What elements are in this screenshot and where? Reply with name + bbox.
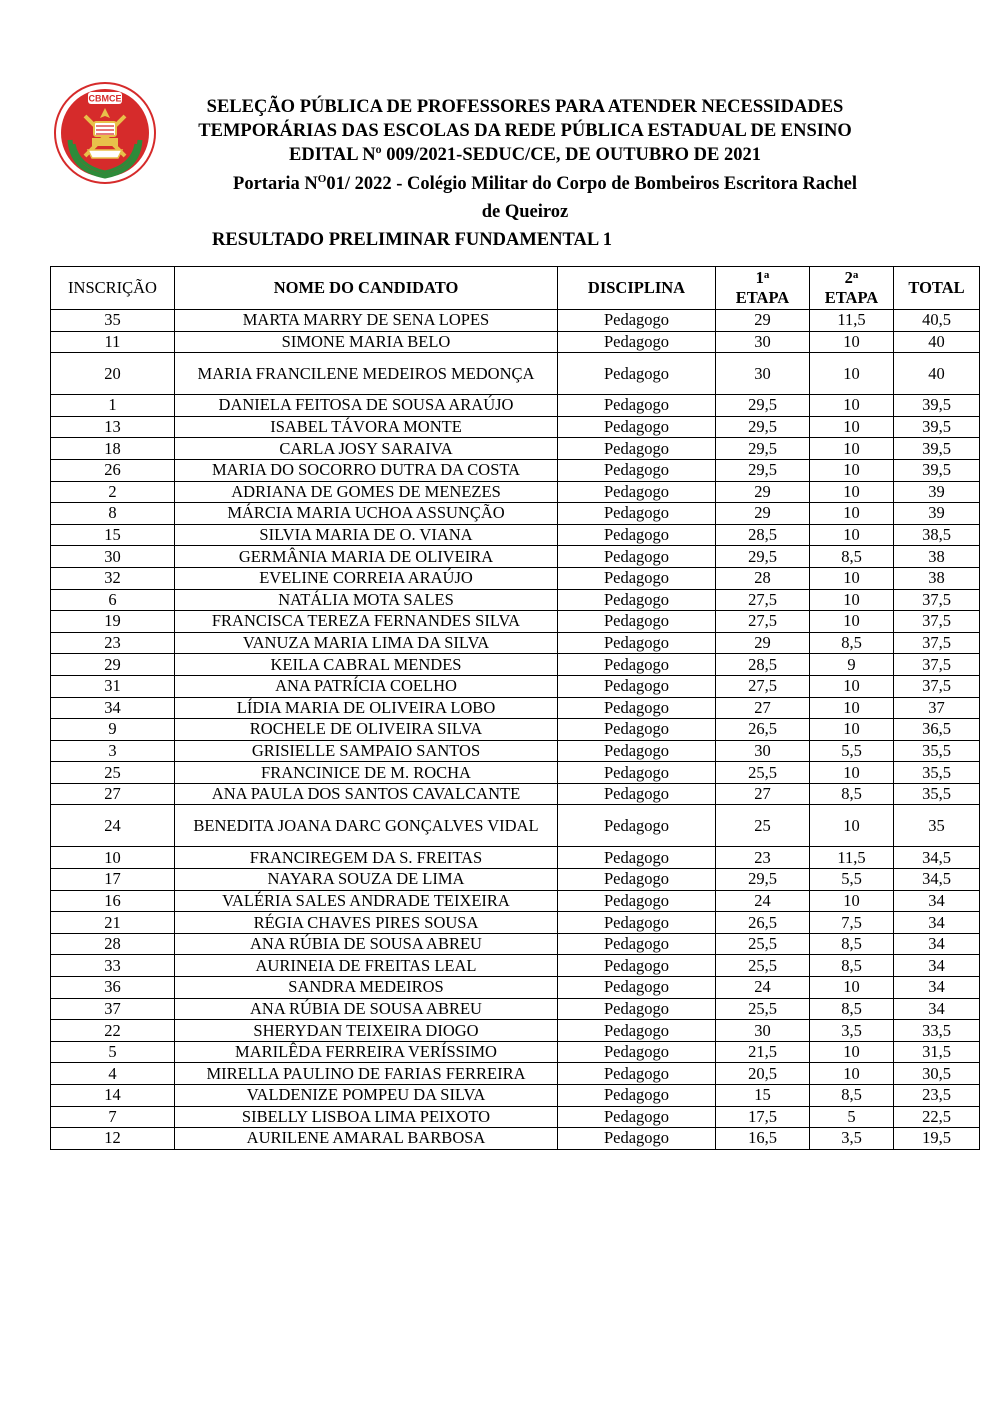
cell-nome: AURINEIA DE FREITAS LEAL: [175, 955, 558, 977]
cell-nome: NATÁLIA MOTA SALES: [175, 589, 558, 611]
cell-etapa-1: 25,5: [716, 933, 810, 955]
table-row: [51, 740, 980, 762]
cell-inscricao: 31: [51, 675, 175, 697]
cell-etapa-1: 29: [716, 310, 810, 332]
cell-total: 39,5: [894, 438, 980, 460]
cell-etapa-2: 10: [810, 567, 894, 589]
cell-nome: MÁRCIA MARIA UCHOA ASSUNÇÃO: [175, 503, 558, 525]
cell-etapa-1: 30: [716, 740, 810, 762]
cell-etapa-1: 17,5: [716, 1106, 810, 1128]
table-row: [51, 310, 980, 332]
etapa-2-label: ETAPA: [824, 288, 879, 307]
table-row: [51, 331, 980, 353]
table-row: [51, 524, 980, 546]
table-row: [51, 632, 980, 654]
cell-etapa-2: 10: [810, 524, 894, 546]
cell-inscricao: 30: [51, 546, 175, 568]
cell-inscricao: 29: [51, 654, 175, 676]
cell-inscricao: 19: [51, 611, 175, 633]
cell-inscricao: 22: [51, 1020, 175, 1042]
cell-nome: MIRELLA PAULINO DE FARIAS FERREIRA: [175, 1063, 558, 1085]
cell-inscricao: 6: [51, 589, 175, 611]
cell-etapa-2: 8,5: [810, 998, 894, 1020]
table-row: [51, 805, 980, 847]
portaria-superscript: O: [317, 173, 327, 185]
table-row: [51, 869, 980, 891]
cell-disciplina: Pedagogo: [558, 481, 716, 503]
cell-etapa-1: 21,5: [716, 1041, 810, 1063]
cell-nome: MARIA DO SOCORRO DUTRA DA COSTA: [175, 459, 558, 481]
cell-etapa-2: 5: [810, 1106, 894, 1128]
cell-inscricao: 8: [51, 503, 175, 525]
table-body: [51, 310, 980, 1150]
cell-disciplina: Pedagogo: [558, 353, 716, 395]
cell-nome: MARILÊDA FERREIRA VERÍSSIMO: [175, 1041, 558, 1063]
cell-etapa-1: 29,5: [716, 438, 810, 460]
cell-etapa-2: 8,5: [810, 955, 894, 977]
cell-total: 23,5: [894, 1085, 980, 1107]
cell-disciplina: Pedagogo: [558, 805, 716, 847]
table-row: [51, 1063, 980, 1085]
cell-disciplina: Pedagogo: [558, 740, 716, 762]
cell-etapa-1: 16,5: [716, 1128, 810, 1150]
cell-disciplina: Pedagogo: [558, 331, 716, 353]
cell-inscricao: 32: [51, 567, 175, 589]
cell-total: 39: [894, 503, 980, 525]
cell-etapa-2: 10: [810, 805, 894, 847]
cell-inscricao: 25: [51, 762, 175, 784]
cell-disciplina: Pedagogo: [558, 524, 716, 546]
cell-nome: NAYARA SOUZA DE LIMA: [175, 869, 558, 891]
cell-etapa-1: 29: [716, 481, 810, 503]
header-line-2: TEMPORÁRIAS DAS ESCOLAS DA REDE PÚBLICA ESTADUAL DE ENSINO: [198, 121, 852, 141]
cell-inscricao: 7: [51, 1106, 175, 1128]
cell-inscricao: 33: [51, 955, 175, 977]
cell-etapa-2: 10: [810, 481, 894, 503]
cell-inscricao: 14: [51, 1085, 175, 1107]
cell-nome: AURILENE AMARAL BARBOSA: [175, 1128, 558, 1150]
cell-etapa-2: 10: [810, 762, 894, 784]
cell-etapa-2: 9: [810, 654, 894, 676]
cell-etapa-2: 10: [810, 589, 894, 611]
cell-etapa-1: 29,5: [716, 416, 810, 438]
cell-total: 37: [894, 697, 980, 719]
document-header: [160, 95, 890, 224]
cell-nome: GRISIELLE SAMPAIO SANTOS: [175, 740, 558, 762]
cell-etapa-2: 10: [810, 438, 894, 460]
header-inscricao: INSCRIÇÃO: [51, 267, 175, 310]
cell-total: 34,5: [894, 847, 980, 869]
cell-inscricao: 4: [51, 1063, 175, 1085]
cell-etapa-1: 25,5: [716, 762, 810, 784]
cell-nome: ISABEL TÁVORA MONTE: [175, 416, 558, 438]
cell-nome: SHERYDAN TEIXEIRA DIOGO: [175, 1020, 558, 1042]
cell-nome: LÍDIA MARIA DE OLIVEIRA LOBO: [175, 697, 558, 719]
cell-disciplina: Pedagogo: [558, 416, 716, 438]
cell-total: 37,5: [894, 611, 980, 633]
table-row: [51, 481, 980, 503]
cell-nome: KEILA CABRAL MENDES: [175, 654, 558, 676]
cell-inscricao: 20: [51, 353, 175, 395]
cell-inscricao: 27: [51, 783, 175, 805]
portaria-prefix: Portaria N: [233, 174, 318, 195]
cell-nome: ADRIANA DE GOMES DE MENEZES: [175, 481, 558, 503]
cell-inscricao: 37: [51, 998, 175, 1020]
cell-disciplina: Pedagogo: [558, 632, 716, 654]
cell-total: 37,5: [894, 675, 980, 697]
cell-nome: BENEDITA JOANA DARC GONÇALVES VIDAL: [175, 805, 558, 847]
cell-inscricao: 35: [51, 310, 175, 332]
table-row: [51, 546, 980, 568]
cell-disciplina: Pedagogo: [558, 998, 716, 1020]
cell-total: 37,5: [894, 654, 980, 676]
cell-total: 35,5: [894, 783, 980, 805]
cell-etapa-1: 28,5: [716, 524, 810, 546]
cell-etapa-2: 10: [810, 675, 894, 697]
cell-total: 40: [894, 331, 980, 353]
cell-etapa-1: 25: [716, 805, 810, 847]
cell-etapa-1: 30: [716, 331, 810, 353]
cell-total: 34: [894, 912, 980, 934]
cell-total: 40,5: [894, 310, 980, 332]
cell-etapa-2: 10: [810, 353, 894, 395]
cell-etapa-1: 25,5: [716, 998, 810, 1020]
header-total: TOTAL: [894, 267, 980, 310]
cell-inscricao: 18: [51, 438, 175, 460]
table-row: [51, 567, 980, 589]
etapa-2-number: 2$^a$: [844, 268, 859, 287]
etapa-1-label: ETAPA: [735, 288, 790, 307]
cell-etapa-2: 7,5: [810, 912, 894, 934]
results-table: [50, 266, 980, 1150]
cell-nome: DANIELA FEITOSA DE SOUSA ARAÚJO: [175, 395, 558, 417]
cell-etapa-1: 30: [716, 353, 810, 395]
cell-disciplina: Pedagogo: [558, 933, 716, 955]
cell-inscricao: 13: [51, 416, 175, 438]
cell-nome: FRANCINICE DE M. ROCHA: [175, 762, 558, 784]
header-nome: NOME DO CANDIDATO: [175, 267, 558, 310]
cell-inscricao: 2: [51, 481, 175, 503]
cell-inscricao: 34: [51, 697, 175, 719]
cell-total: 31,5: [894, 1041, 980, 1063]
cell-etapa-1: 23: [716, 847, 810, 869]
cell-total: 35,5: [894, 762, 980, 784]
cell-etapa-1: 29,5: [716, 546, 810, 568]
cell-nome: SIMONE MARIA BELO: [175, 331, 558, 353]
cell-etapa-1: 15: [716, 1085, 810, 1107]
cell-etapa-2: 8,5: [810, 1085, 894, 1107]
table-row: [51, 589, 980, 611]
cell-nome: ANA PAULA DOS SANTOS CAVALCANTE: [175, 783, 558, 805]
cell-nome: VANUZA MARIA LIMA DA SILVA: [175, 632, 558, 654]
cell-etapa-1: 24: [716, 977, 810, 999]
cell-inscricao: 28: [51, 933, 175, 955]
portaria-rest: 01/ 2022 - Colégio Militar do Corpo de Bombeiros Escritora Rachel: [326, 174, 857, 195]
cell-inscricao: 3: [51, 740, 175, 762]
cell-disciplina: Pedagogo: [558, 459, 716, 481]
cell-disciplina: Pedagogo: [558, 719, 716, 741]
cell-etapa-1: 26,5: [716, 912, 810, 934]
cell-etapa-1: 27,5: [716, 611, 810, 633]
cell-inscricao: 17: [51, 869, 175, 891]
cell-nome: SANDRA MEDEIROS: [175, 977, 558, 999]
cell-nome: MARTA MARRY DE SENA LOPES: [175, 310, 558, 332]
header-line-1: SELEÇÃO PÚBLICA DE PROFESSORES PARA ATENDER NECESSIDADES: [206, 97, 844, 117]
cell-total: 35,5: [894, 740, 980, 762]
cell-etapa-2: 5,5: [810, 869, 894, 891]
cell-etapa-1: 29,5: [716, 459, 810, 481]
table-row: [51, 1106, 980, 1128]
cell-etapa-1: 20,5: [716, 1063, 810, 1085]
cell-nome: RÉGIA CHAVES PIRES SOUSA: [175, 912, 558, 934]
cell-etapa-1: 25,5: [716, 955, 810, 977]
cell-nome: EVELINE CORREIA ARAÚJO: [175, 567, 558, 589]
cell-inscricao: 10: [51, 847, 175, 869]
cell-nome: GERMÂNIA MARIA DE OLIVEIRA: [175, 546, 558, 568]
cell-disciplina: Pedagogo: [558, 395, 716, 417]
cell-etapa-1: 29: [716, 503, 810, 525]
cell-nome: FRANCIREGEM DA S. FREITAS: [175, 847, 558, 869]
cell-disciplina: Pedagogo: [558, 589, 716, 611]
cell-inscricao: 5: [51, 1041, 175, 1063]
cell-disciplina: Pedagogo: [558, 567, 716, 589]
table-row: [51, 503, 980, 525]
cell-etapa-2: 8,5: [810, 933, 894, 955]
cbmce-firefighter-emblem-icon: [52, 80, 158, 186]
cell-total: 39,5: [894, 395, 980, 417]
header-disciplina: DISCIPLINA: [558, 267, 716, 310]
cell-nome: SIBELLY LISBOA LIMA PEIXOTO: [175, 1106, 558, 1128]
cell-disciplina: Pedagogo: [558, 697, 716, 719]
cell-etapa-1: 30: [716, 1020, 810, 1042]
cell-etapa-1: 26,5: [716, 719, 810, 741]
cell-nome: SILVIA MARIA DE O. VIANA: [175, 524, 558, 546]
table-row: [51, 912, 980, 934]
cell-nome: VALÉRIA SALES ANDRADE TEIXEIRA: [175, 890, 558, 912]
cell-etapa-2: 3,5: [810, 1020, 894, 1042]
table-row: [51, 719, 980, 741]
table-row: [51, 998, 980, 1020]
cell-nome: VALDENIZE POMPEU DA SILVA: [175, 1085, 558, 1107]
cell-disciplina: Pedagogo: [558, 1128, 716, 1150]
cell-disciplina: Pedagogo: [558, 955, 716, 977]
cell-inscricao: 23: [51, 632, 175, 654]
cell-etapa-2: 11,5: [810, 310, 894, 332]
cell-disciplina: Pedagogo: [558, 977, 716, 999]
cell-disciplina: Pedagogo: [558, 310, 716, 332]
cell-etapa-2: 10: [810, 331, 894, 353]
cell-disciplina: Pedagogo: [558, 847, 716, 869]
cell-etapa-2: 10: [810, 416, 894, 438]
table-row: [51, 675, 980, 697]
table-row: [51, 459, 980, 481]
cell-total: 38: [894, 546, 980, 568]
cell-inscricao: 36: [51, 977, 175, 999]
table-row: [51, 654, 980, 676]
cell-etapa-1: 29,5: [716, 395, 810, 417]
cell-etapa-2: 10: [810, 459, 894, 481]
table-header-row: [51, 267, 980, 310]
cell-disciplina: Pedagogo: [558, 546, 716, 568]
cell-inscricao: 11: [51, 331, 175, 353]
cell-inscricao: 15: [51, 524, 175, 546]
table-row: [51, 1128, 980, 1150]
cell-disciplina: Pedagogo: [558, 611, 716, 633]
etapa-1-number: 1$^a$: [755, 268, 770, 287]
cell-etapa-2: 10: [810, 719, 894, 741]
cell-etapa-1: 29: [716, 632, 810, 654]
cell-total: 35: [894, 805, 980, 847]
cell-nome: CARLA JOSY SARAIVA: [175, 438, 558, 460]
table-row: [51, 1085, 980, 1107]
cell-nome: FRANCISCA TEREZA FERNANDES SILVA: [175, 611, 558, 633]
cell-total: 34,5: [894, 869, 980, 891]
table-row: [51, 697, 980, 719]
cell-total: 34: [894, 977, 980, 999]
cell-disciplina: Pedagogo: [558, 675, 716, 697]
cell-etapa-1: 27,5: [716, 675, 810, 697]
cell-total: 19,5: [894, 1128, 980, 1150]
cell-total: 30,5: [894, 1063, 980, 1085]
cell-total: 39,5: [894, 416, 980, 438]
cell-disciplina: Pedagogo: [558, 783, 716, 805]
table-row: [51, 955, 980, 977]
header-portaria: [160, 167, 890, 196]
cell-etapa-1: 29,5: [716, 869, 810, 891]
cell-etapa-2: 8,5: [810, 783, 894, 805]
cbmce-logo: [52, 80, 158, 186]
header-etapa-2: [810, 267, 894, 310]
cell-inscricao: 12: [51, 1128, 175, 1150]
table-row: [51, 395, 980, 417]
cell-disciplina: Pedagogo: [558, 869, 716, 891]
cell-total: 34: [894, 933, 980, 955]
cell-disciplina: Pedagogo: [558, 438, 716, 460]
cell-total: 37,5: [894, 632, 980, 654]
cell-total: 34: [894, 998, 980, 1020]
cell-etapa-2: 10: [810, 697, 894, 719]
cell-nome: ANA PATRÍCIA COELHO: [175, 675, 558, 697]
cell-etapa-2: 10: [810, 611, 894, 633]
table-row: [51, 933, 980, 955]
cell-inscricao: 1: [51, 395, 175, 417]
cell-total: 38,5: [894, 524, 980, 546]
table-row: [51, 783, 980, 805]
cell-inscricao: 21: [51, 912, 175, 934]
table-row: [51, 1020, 980, 1042]
cell-nome: MARIA FRANCILENE MEDEIROS MEDONÇA: [175, 353, 558, 395]
cell-total: 36,5: [894, 719, 980, 741]
cell-etapa-1: 27: [716, 783, 810, 805]
cell-disciplina: Pedagogo: [558, 1106, 716, 1128]
cell-etapa-2: 10: [810, 1063, 894, 1085]
table-row: [51, 977, 980, 999]
result-title: RESULTADO PRELIMINAR FUNDAMENTAL 1: [212, 230, 613, 250]
table-row: [51, 1041, 980, 1063]
cell-total: 34: [894, 890, 980, 912]
cell-inscricao: 9: [51, 719, 175, 741]
header-edital: EDITAL Nº 009/2021-SEDUC/CE, DE OUTUBRO DE 2021: [289, 145, 761, 165]
cell-etapa-1: 28: [716, 567, 810, 589]
table-row: [51, 762, 980, 784]
cell-etapa-1: 28,5: [716, 654, 810, 676]
cell-etapa-2: 10: [810, 1041, 894, 1063]
cell-inscricao: 16: [51, 890, 175, 912]
cell-total: 40: [894, 353, 980, 395]
cell-total: 22,5: [894, 1106, 980, 1128]
cell-etapa-2: 5,5: [810, 740, 894, 762]
cell-total: 34: [894, 955, 980, 977]
cell-etapa-2: 3,5: [810, 1128, 894, 1150]
cell-etapa-1: 27: [716, 697, 810, 719]
cell-total: 39: [894, 481, 980, 503]
table-row: [51, 353, 980, 395]
cell-etapa-2: 10: [810, 890, 894, 912]
table-row: [51, 847, 980, 869]
header-etapa-1: [716, 267, 810, 310]
cell-disciplina: Pedagogo: [558, 890, 716, 912]
cell-disciplina: Pedagogo: [558, 1063, 716, 1085]
cell-etapa-2: 10: [810, 395, 894, 417]
cell-etapa-1: 24: [716, 890, 810, 912]
cell-disciplina: Pedagogo: [558, 1020, 716, 1042]
cell-disciplina: Pedagogo: [558, 912, 716, 934]
cell-etapa-2: 10: [810, 503, 894, 525]
table-row: [51, 438, 980, 460]
cell-inscricao: 24: [51, 805, 175, 847]
cell-etapa-2: 8,5: [810, 632, 894, 654]
cell-nome: ANA RÚBIA DE SOUSA ABREU: [175, 998, 558, 1020]
cell-total: 33,5: [894, 1020, 980, 1042]
cell-total: 37,5: [894, 589, 980, 611]
table-row: [51, 611, 980, 633]
table-row: [51, 890, 980, 912]
cell-disciplina: Pedagogo: [558, 1041, 716, 1063]
cell-total: 38: [894, 567, 980, 589]
cell-etapa-2: 11,5: [810, 847, 894, 869]
cell-disciplina: Pedagogo: [558, 1085, 716, 1107]
cell-etapa-1: 27,5: [716, 589, 810, 611]
cell-etapa-2: 10: [810, 977, 894, 999]
cell-disciplina: Pedagogo: [558, 654, 716, 676]
cell-inscricao: 26: [51, 459, 175, 481]
table-row: [51, 416, 980, 438]
cell-etapa-2: 8,5: [810, 546, 894, 568]
header-line-5: de Queiroz: [481, 202, 569, 223]
cell-disciplina: Pedagogo: [558, 762, 716, 784]
cell-disciplina: Pedagogo: [558, 503, 716, 525]
cell-total: 39,5: [894, 459, 980, 481]
logo-text: CBMCE: [88, 93, 122, 104]
cell-nome: ANA RÚBIA DE SOUSA ABREU: [175, 933, 558, 955]
cell-nome: ROCHELE DE OLIVEIRA SILVA: [175, 719, 558, 741]
